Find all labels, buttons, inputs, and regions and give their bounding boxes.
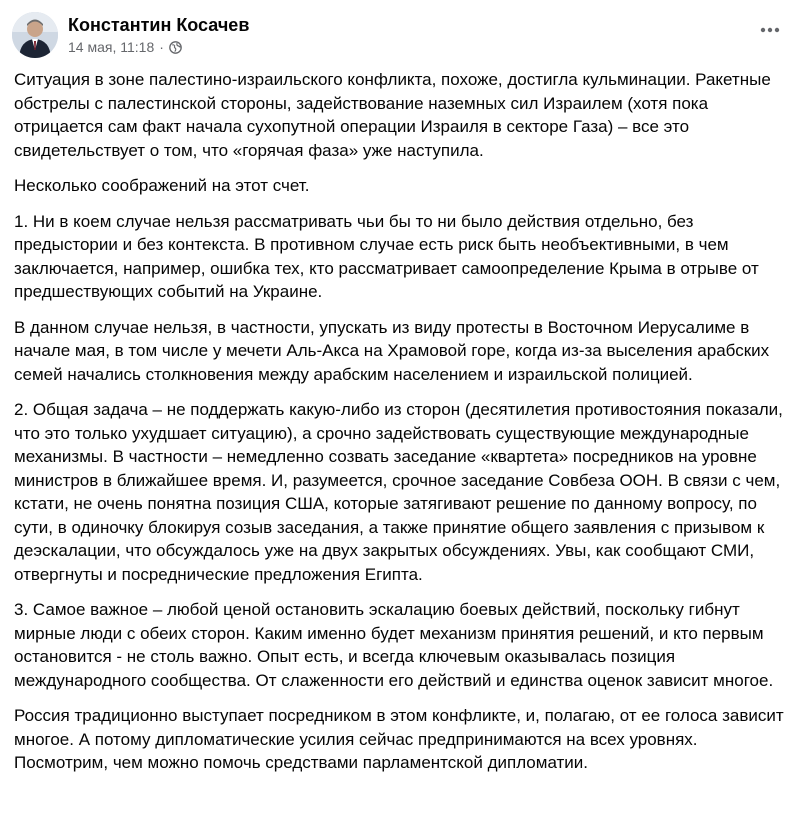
post-paragraph: Несколько соображений на этот счет. <box>14 176 310 195</box>
meta-separator: · <box>159 39 164 55</box>
post-paragraph: Ситуация в зоне палестино-израильского конфликта, похоже, достигла кульминации. Ракетные обстрелы с палестинской стороны, задействование наземных сил Израилем (хотя пока отрицается сам факт начала сухопутной операции Израиля в секторе Газа) – все это свидетельствует о том, что «горячая фаза» уже наступила. <box>14 70 771 160</box>
author-avatar[interactable] <box>12 12 58 58</box>
post-body <box>14 68 784 787</box>
post-header <box>12 8 788 64</box>
post-paragraph: 1. Ни в коем случае нельзя рассматривать чьи бы то ни было действия отдельно, без предыстории и без контекста. В противном случае есть риск быть необъективными, в чем заключается, например, ошибка тех, кто рассматривает самоопределение Крыма в отрыве от предшествующих событий на Украине. <box>14 211 759 301</box>
author-name[interactable]: Константин Косачев <box>68 15 250 35</box>
post-paragraph: 2. Общая задача – не поддержать какую-либо из сторон (десятилетия противостояния показали, что это только ухудшает ситуацию), а срочно задействовать существующие международные механизмы. В частности – немедленно созвать заседание «квартета» посредников на уровне министров в ближайшее время. И, разумеется, срочное заседание Совбеза ООН. В связи с чем, кстати, не очень понятна позиция США, которые затягивают решение по данному вопросу, по сути, в одиночку блокируя созыв заседания, а также принятие общего заявления с призывом к деэскалации, что обсуждалось уже на двух закрытых обсуждениях. Увы, как сообщают СМИ, отвергнуты и посреднические предложения Египта. <box>14 400 783 584</box>
profile-photo <box>12 12 58 58</box>
post-paragraph: 3. Самое важное – любой ценой остановить эскалацию боевых действий, поскольку гибнут мирные люди с обеих сторон. Каким именно будет механизм принятия решений, и кто первым остановится - не столь важно. Опыт есть, и всегда ключевым оказывалась позиция международного сообщества. От слаженности его действий и единства оценок зависит многое. <box>14 600 774 690</box>
post-paragraph: Россия традиционно выступает посредником в этом конфликте, и, полагаю, от ее голоса зависит многое. А потому дипломатические усилия сейчас предпринимаются на всех уровнях. Посмотрим, чем можно помочь средствами парламентской дипломатии. <box>14 706 784 772</box>
post-paragraph: В данном случае нельзя, в частности, упускать из виду протесты в Восточном Иерусалиме в начале мая, в том числе у мечети Аль-Акса на Храмовой горе, когда из-за выселения арабских семей начались столкновения между арабским населением и израильской полицией. <box>14 317 770 384</box>
more-horizontal-icon <box>760 27 780 33</box>
globe-icon[interactable] <box>169 41 182 54</box>
post-meta <box>68 39 182 55</box>
post-timestamp[interactable]: 14 мая, 11:18 <box>68 39 155 55</box>
more-options-button[interactable] <box>754 14 786 46</box>
